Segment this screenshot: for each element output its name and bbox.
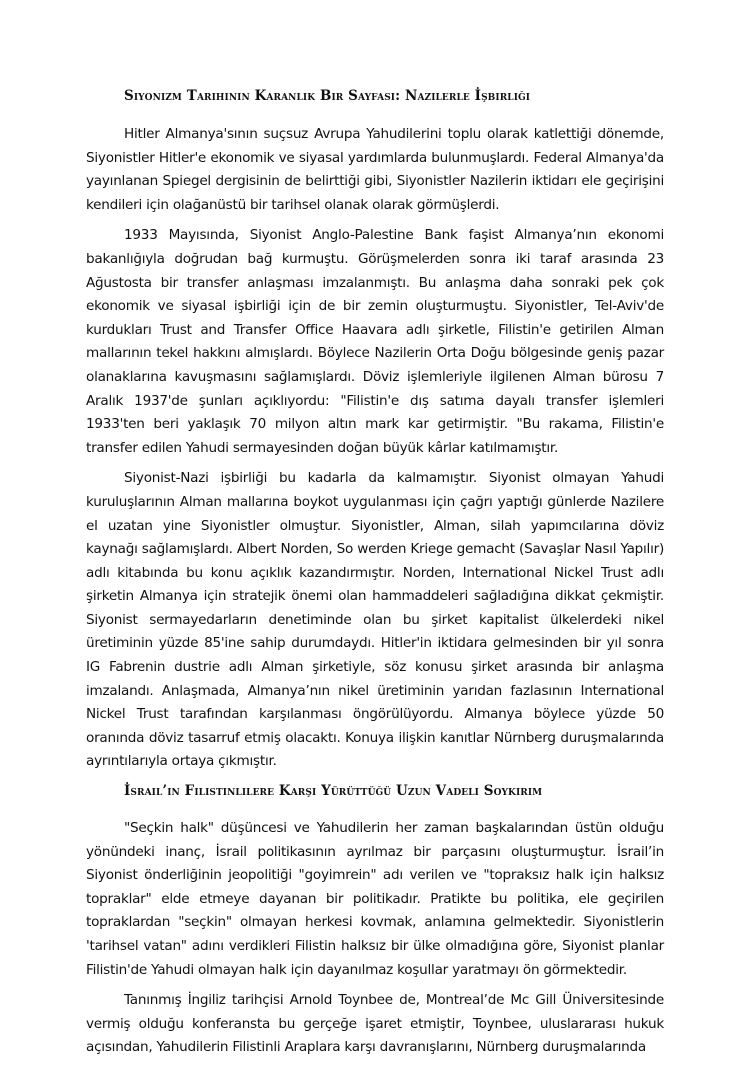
paragraph: 1933 Mayısında, Siyonist Anglo-Palestine Bank faşist Almanya’nın ekonomi bakanlığıyla doğrudan bağ kurmuştu. Görüşmelerden sonra iki taraf arasında 23 Ağustosta bir transfer anlaşması imzalanmıştı. Bu anlaşma daha sonraki pek çok ekonomik ve siyasal işbirliği için de bir zemin oluşturmuştu. Siyonistler, Tel-Aviv'de kurdukları Trust and Transfer Office Haavara adlı şirketle, Filistin'e getirilen Alman mallarının tekel hakkını almışlardı. Böylece Nazilerin Orta Doğu bölgesinde geniş pazar olanaklarına kavuşmasını sağlamışlardı. Döviz işlemleriyle ilgilenen Alman bürosu 7 Aralık 1937'de şunları açıklıyordu: "Filistin'e dış satıma dayalı transfer işlemleri 1933'ten beri yaklaşık 70 milyon altın mark kar getirmiştir. "Bu rakama, Filistin'e transfer edilen Yahudi sermayesinden doğan büyük kârlar katılmamıştır. — [86, 227, 664, 456]
paragraph: Siyonist-Nazi işbirliği bu kadarla da kalmamıştır. Siyonist olmayan Yahudi kuruluşlarının Alman mallarına boykot uygulanması için çağrı yaptığı günlerde Nazilere el uzatan yine Siyonistler olmuştur. Siyonistler, Alman, silah yapımcılarına döviz kaynağı sağlamışlardı. Albert Norden, So werden Kriege gemacht (Savaşlar Nasıl Yapılır) adlı kitabında bu konu açıklık kazandırmıştır. Norden, International Nickel Trust adlı şirketin Almanya için stratejik önemi olan hammaddeleri sağladığına dikkat çekmiştir. Siyonist sermayedarların denetiminde olan bu şirket kapitalist ülkelerdeki nikel üretiminin yüzde 85'ine sahip durumdaydı. Hitler'in iktidara gelmesinden bir yıl sonra IG Fabrenin dustrie adlı Alman şirketiyle, söz konusu şirket arasında bir anlaşma imzalandı. Anlaşmada, Almanya’nın nikel üretiminin yarıdan fazlasının International Nickel Trust tarafından karşılanması öngörülüyordu. Almanya böylece yüzde 50 oranında döviz tasarruf etmiş olacaktı. Konuya ilişkin kanıtlar Nürnberg duruşmalarında ayrıntılarıyla ortaya çıkmıştır. — [86, 470, 664, 770]
document-page — [86, 86, 664, 1067]
section-heading: Siyonizm Tarihinin Karanlık Bir Sayfası: Nazilerle İşbirliği — [124, 88, 531, 104]
section-heading: İsrail’in Filistinlilere Karşı Yürüttüğü Uzun Vadeli Soykırım — [124, 783, 543, 800]
paragraph: Tanınmış İngiliz tarihçisi Arnold Toynbee de, Montreal’de Mc Gill Üniversitesinde vermiş olduğu konferansta bu gerçeğe işaret etmiştir, Toynbee, uluslararası hukuk açısından, Yahudilerin Filistinli Araplara karşı davranışlarını, Nürnberg duruşmalarında — [86, 992, 664, 1056]
paragraph: "Seçkin halk" düşüncesi ve Yahudilerin her zaman başkalarından üstün olduğu yönündeki inanç, İsrail politikasının ayrılmaz bir parçasını oluşturmuştur. İsrail’in Siyonist önderliğinin jeopolitiği "goyimrein" adı verilen ve "topraksız halk için halksız topraklar" elde etmeye dayanan bir politikadır. Pratikte bu politika, ele geçirilen topraklardan "seçkin" olmayan herkesi kovmak, anlamına gelmektedir. Siyonistlerin 'tarihsel vatan" adını verdikleri Filistin halksız bir ülke olmadığına göre, Siyonist planlar Filistin'de Yahudi olmayan halk için dayanılmaz koşullar yaratmayı ön görmektedir. — [86, 820, 664, 978]
paragraph: Hitler Almanya'sının suçsuz Avrupa Yahudilerini toplu olarak katlettiği dönemde, Siyonistler Hitler'e ekonomik ve siyasal yardımlarda bulunmuşlardı. Federal Almanya'da yayınlanan Spiegel dergisinin de belirttiği gibi, Siyonistler Nazilerin iktidarı ele geçirişini kendileri için olağanüstü bir tarihsel olanak olarak görmüşlerdi. — [86, 126, 664, 213]
